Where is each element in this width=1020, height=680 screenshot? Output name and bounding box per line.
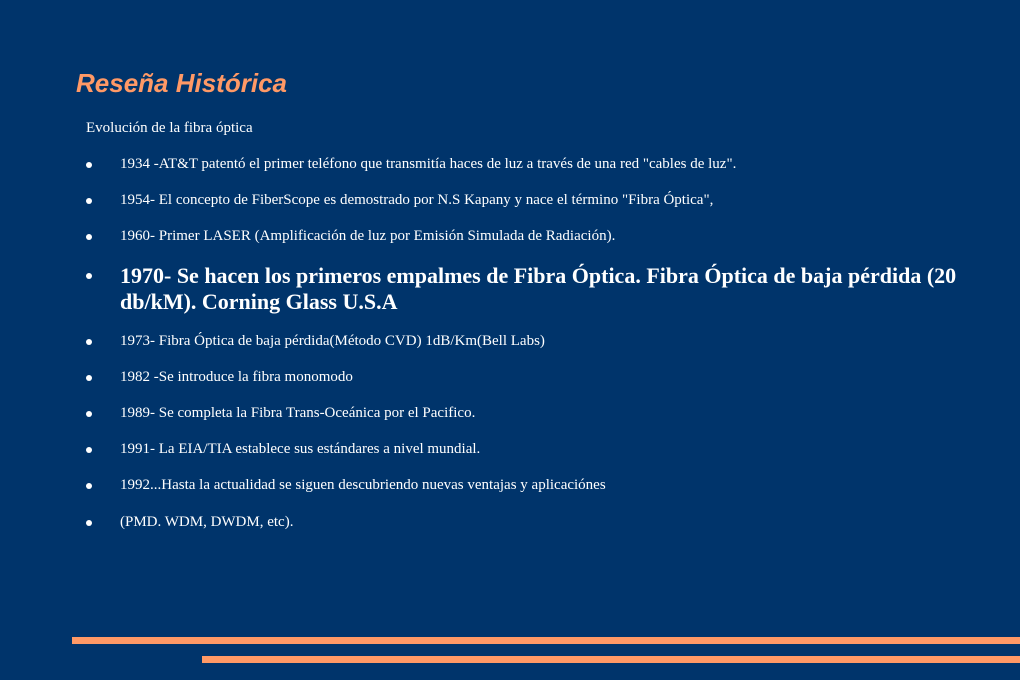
list-item-text: 1970- Se hacen los primeros empalmes de Fibra Óptica. Fibra Óptica de baja pérdida (20 db/kM). Corning Glass U.S.A bbox=[120, 263, 957, 314]
list-item bbox=[86, 368, 976, 386]
list-item-text: 1982 -Se introduce la fibra monomodo bbox=[120, 369, 353, 385]
slide-subtitle: Evolución de la fibra óptica bbox=[86, 120, 253, 136]
bullet-icon bbox=[86, 273, 92, 279]
bullet-icon bbox=[86, 234, 92, 240]
list-item-highlight bbox=[86, 263, 976, 315]
bullet-icon bbox=[86, 375, 92, 381]
list-item bbox=[86, 332, 976, 350]
bullet-icon bbox=[86, 447, 92, 453]
decorative-bar-top bbox=[72, 637, 1020, 644]
bullet-icon bbox=[86, 162, 92, 168]
list-item-text: 1954- El concepto de FiberScope es demostrado por N.S Kapany y nace el término "Fibra Óptica", bbox=[120, 192, 714, 208]
list-item bbox=[86, 513, 976, 531]
bullet-icon bbox=[86, 483, 92, 489]
decorative-bar-bottom bbox=[202, 656, 1020, 663]
bullet-icon bbox=[86, 520, 92, 526]
list-item-text: 1960- Primer LASER (Amplificación de luz por Emisión Simulada de Radiación). bbox=[120, 228, 616, 244]
list-item bbox=[86, 155, 976, 173]
list-item bbox=[86, 440, 976, 458]
list-item-text: 1973- Fibra Óptica de baja pérdida(Método CVD) 1dB/Km(Bell Labs) bbox=[120, 333, 545, 349]
list-item-text: (PMD. WDM, DWDM, etc). bbox=[120, 514, 294, 530]
list-item bbox=[86, 404, 976, 422]
list-item bbox=[86, 227, 976, 245]
list-item-text: 1989- Se completa la Fibra Trans-Oceánica por el Pacifico. bbox=[120, 405, 476, 421]
list-item bbox=[86, 476, 976, 494]
list-item bbox=[86, 191, 976, 209]
slide-title: Reseña Histórica bbox=[76, 68, 287, 98]
list-item-text: 1991- La EIA/TIA establece sus estándares a nivel mundial. bbox=[120, 441, 481, 457]
bullet-icon bbox=[86, 339, 92, 345]
list-item-text: 1934 -AT&T patentó el primer teléfono que transmitía haces de luz a través de una red "cables de luz". bbox=[120, 156, 737, 172]
list-item-text: 1992...Hasta la actualidad se siguen descubriendo nuevas ventajas y aplicaciónes bbox=[120, 477, 606, 493]
bullet-icon bbox=[86, 198, 92, 204]
bullet-icon bbox=[86, 411, 92, 417]
